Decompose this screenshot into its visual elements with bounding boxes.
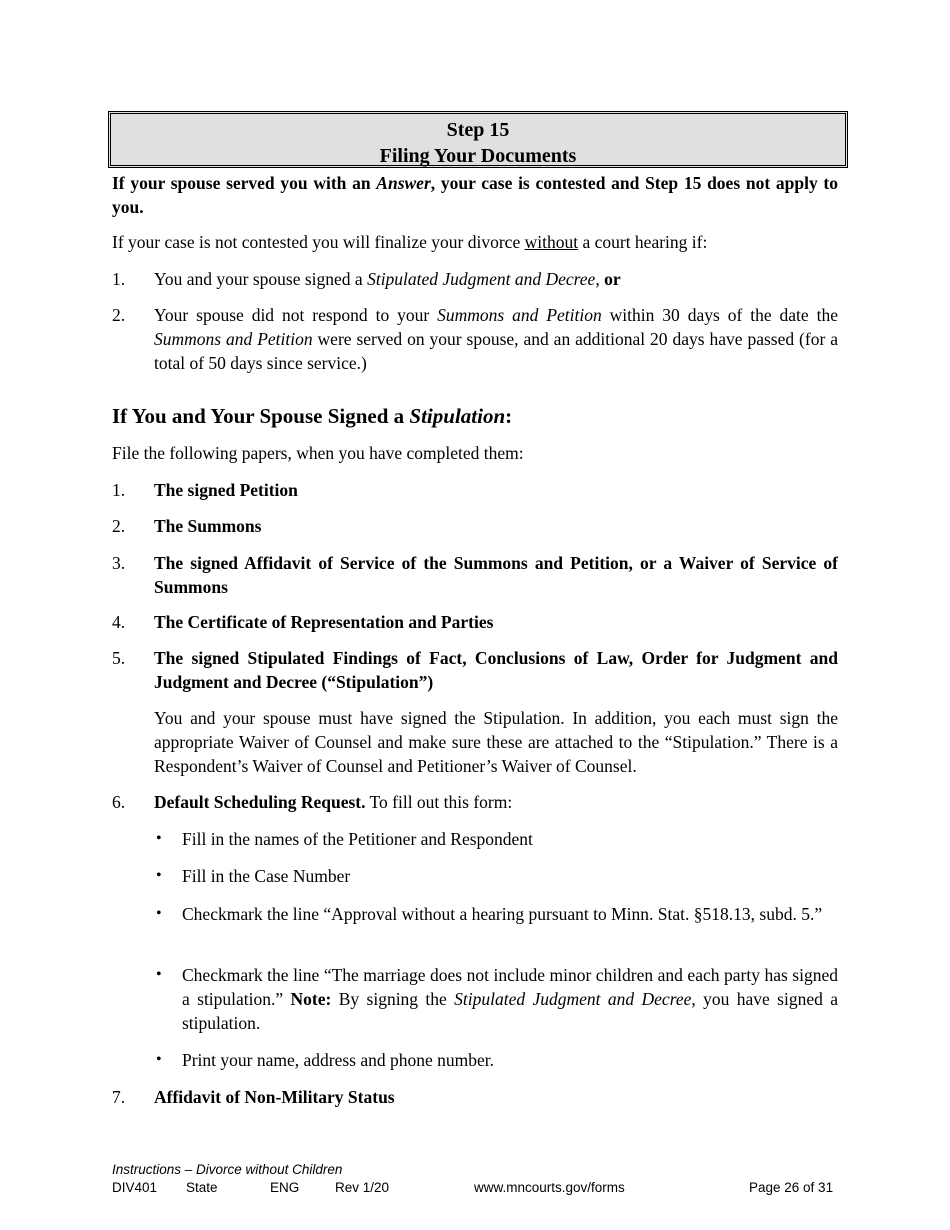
condition-item: Your spouse did not respond to your Summons and Petition within 30 days of the date the Summons and Petition were served on your spouse, and an additional 20 days have passed (for a total of 50 days since service.) <box>154 305 838 373</box>
paper-item: Default Scheduling Request. To fill out this form: <box>154 792 513 812</box>
footer-page-number: Page 26 of 31 <box>749 1180 834 1195</box>
paper-number: 2. <box>112 516 126 536</box>
footer-language: ENG <box>270 1180 300 1195</box>
not-contested-intro: If your case is not contested you will finalize your divorce without a court hearing if: <box>112 232 708 252</box>
bullet-symbol: • <box>156 905 162 922</box>
paper-item: The Certificate of Representation and Parties <box>154 612 494 632</box>
step-title: Filing Your Documents <box>379 145 577 167</box>
paper-item: Affidavit of Non-Military Status <box>154 1087 395 1107</box>
paper-number: 7. <box>112 1087 126 1107</box>
paper-number: 5. <box>112 648 126 668</box>
contested-warning: If your spouse served you with an Answer, your case is contested and Step 15 does not apply to you. <box>112 173 838 217</box>
section-heading: If You and Your Spouse Signed a Stipulation: <box>112 404 513 428</box>
paper-number: 1. <box>112 480 126 500</box>
bullet-item: Checkmark the line “The marriage does not include minor children and each party has signed a stipulation.” Note: By signing the Stipulated Judgment and Decree, you have signed a stipulation. <box>182 965 838 1033</box>
paper-item: The signed Stipulated Findings of Fact, Conclusions of Law, Order for Judgment and Judgment and Decree (“Stipulation”) <box>154 648 838 692</box>
step-header <box>108 111 848 168</box>
footer-doc-title: Instructions – Divorce without Children <box>112 1162 343 1177</box>
footer-revision: Rev 1/20 <box>335 1180 390 1195</box>
bullet-symbol: • <box>156 830 162 847</box>
paper-item: The signed Affidavit of Service of the Summons and Petition, or a Waiver of Service of Summons <box>154 553 838 597</box>
paper-number: 3. <box>112 553 126 573</box>
condition-number: 2. <box>112 305 126 325</box>
footer-jurisdiction: State <box>186 1180 218 1195</box>
section-lead: File the following papers, when you have completed them: <box>112 443 524 463</box>
paper-number: 6. <box>112 792 126 812</box>
paper-number: 4. <box>112 612 126 632</box>
bullet-item: Checkmark the line “Approval without a hearing pursuant to Minn. Stat. §518.13, subd. 5.” <box>182 904 823 924</box>
bullet-item: Print your name, address and phone number. <box>182 1050 495 1070</box>
bullet-symbol: • <box>156 867 162 884</box>
condition-item: You and your spouse signed a Stipulated Judgment and Decree, or <box>154 269 621 289</box>
bullet-item: Fill in the Case Number <box>182 866 351 886</box>
paper-item: The Summons <box>154 516 262 536</box>
condition-number: 1. <box>112 269 126 289</box>
bullet-symbol: • <box>156 966 162 983</box>
footer-form-id: DIV401 <box>112 1180 158 1195</box>
footer-url[interactable]: www.mncourts.gov/forms <box>474 1180 625 1195</box>
paper-item: The signed Petition <box>154 480 298 500</box>
bullet-item: Fill in the names of the Petitioner and Respondent <box>182 829 533 849</box>
step-number: Step 15 <box>446 119 510 141</box>
stipulation-note: You and your spouse must have signed the Stipulation. In addition, you each must sign the appropriate Waiver of Counsel and make sure these are attached to the “Stipulation.” There is a Respondent’s Waiver of Counsel and Petitioner’s Waiver of Counsel. <box>154 708 838 776</box>
bullet-symbol: • <box>156 1051 162 1068</box>
